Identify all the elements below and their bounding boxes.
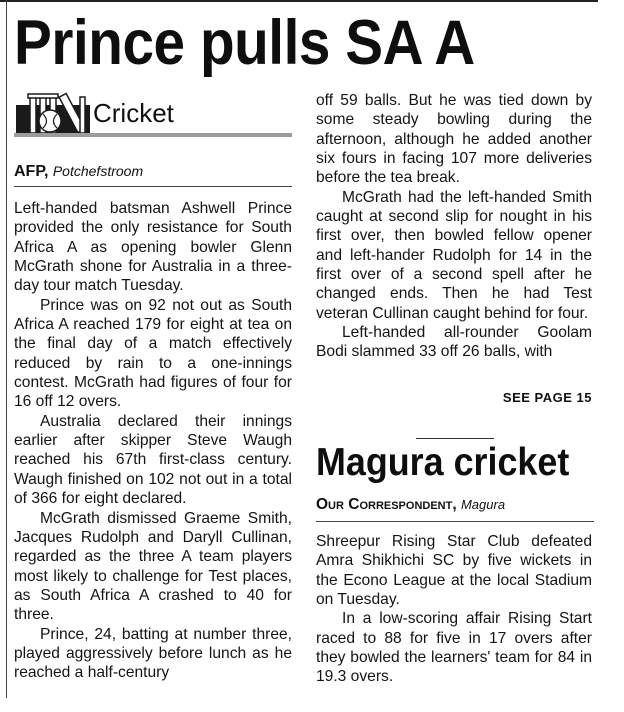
article-paragraph: Australia declared their innings earlier after skipper Steve Waugh reached his 67th first-class century. Waugh finished on 102 not out in a total of 366 for eight declared.: [14, 412, 292, 508]
section-header: [14, 90, 292, 136]
article-paragraph: off 59 balls. But he was tied down by some steady bowling during the afternoon, although he added another six fours in facing 107 more deliveries before the tea break.: [316, 92, 592, 187]
byline-place: Potchefstroom: [52, 163, 144, 179]
section-label: Cricket: [93, 98, 174, 128]
continuation-jump: SEE PAGE 15: [502, 390, 592, 405]
byline-agency: AFP,: [14, 163, 49, 180]
article-paragraph: McGrath had the left-handed Smith caught at second slip for nought in his first over, then bowled fellow opener and left-hander Rudolph for 14 in the first over of a second spell after he changed ends. Then he had Test veteran Cullinan caught behind for four.: [316, 188, 592, 322]
article-paragraph: Prince, 24, batting at number three, played aggressively before lunch as he reached a half-century: [14, 625, 292, 682]
top-rule: [0, 0, 598, 2]
byline-rule: [14, 186, 292, 187]
second-byline: [316, 493, 594, 517]
article-column-2: [316, 91, 592, 362]
article-paragraph: Prince was on 92 not out as South Africa A reached 179 for eight at tea on the final day of a match effectively reduced by rain to a one-innings contest. McGrath had figures of four for 16 off 12 overs.: [14, 296, 292, 411]
left-column-rule: [6, 0, 7, 698]
second-article-paragraph: In a low-scoring affair Rising Start raced to 88 for five in 17 overs after they bowled the learners' team for 84 in 19.3 overs.: [316, 610, 592, 686]
second-headline: Magura cricket: [316, 441, 570, 484]
second-byline-place: Magura: [460, 497, 506, 512]
byline: [14, 158, 292, 184]
cricket-logo-icon: [16, 91, 90, 133]
section-rule: [14, 133, 292, 137]
second-byline-rule: [316, 521, 594, 522]
article-paragraph: Left-handed all-rounder Goolam Bodi slammed 33 off 26 balls, with: [316, 324, 592, 361]
headline: Prince pulls SA A: [14, 8, 475, 78]
second-article-paragraph: Shreepur Rising Star Club defeated Amra Shikhichi SC by five wickets in the Econo League at the local Stadium on Tuesday.: [316, 533, 592, 609]
second-byline-author: Our Correspondent,: [316, 496, 457, 513]
second-article-body: [316, 532, 592, 687]
article-paragraph: Left-handed batsman Ashwell Prince provided the only resistance for South Africa A as opening bowler Glenn McGrath shone for Australia in a three-day tour match Tuesday.: [14, 200, 292, 295]
article-column-1: [14, 199, 292, 683]
article-paragraph: McGrath dismissed Graeme Smith, Jacques Rudolph and Daryll Cullinan, regarded as the three A team players most likely to challenge for Test places, as South Africa A crashed to 40 for three.: [14, 509, 292, 624]
